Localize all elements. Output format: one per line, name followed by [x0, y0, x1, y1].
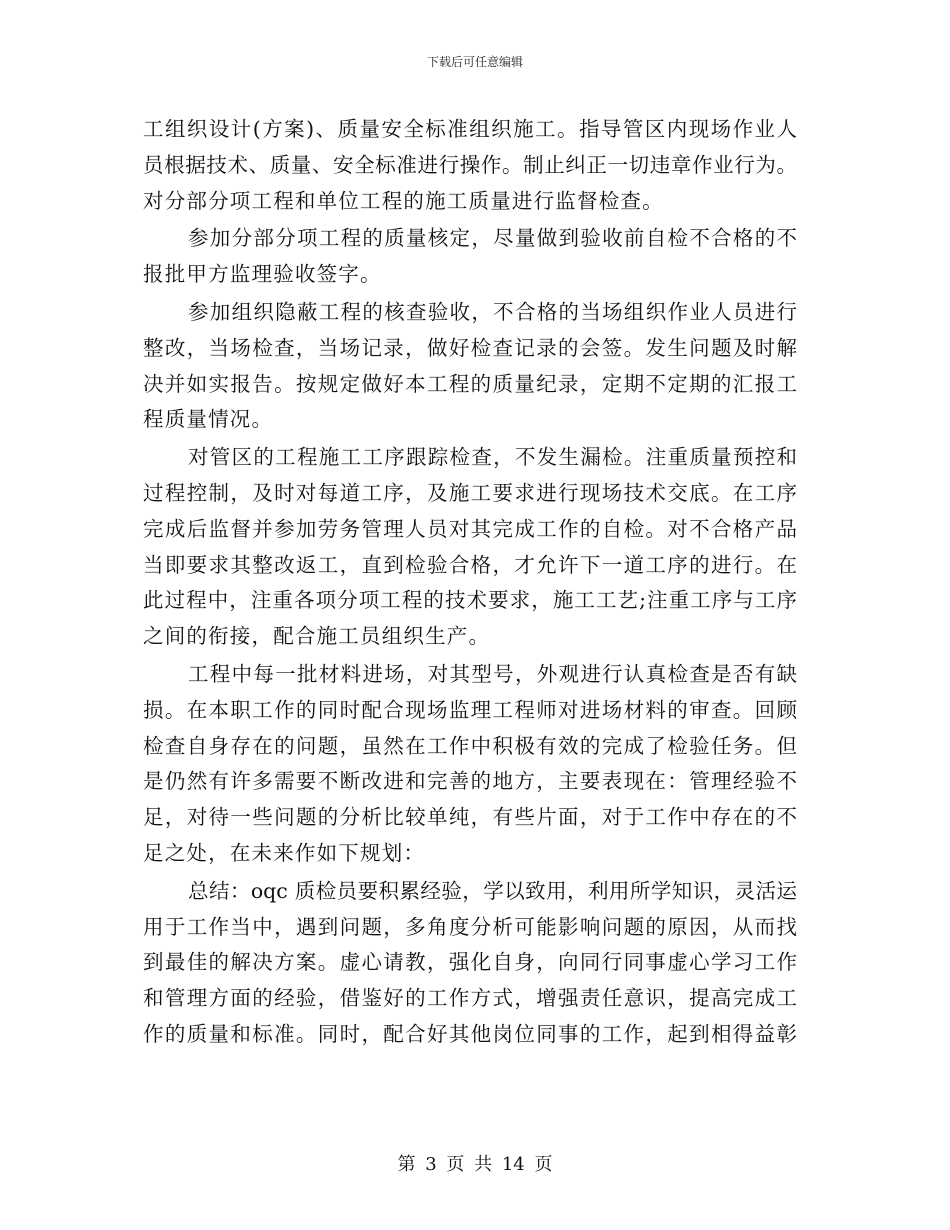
paragraph-line: 员根据技术、质量、安全标准进行操作。制止纠正一切违章作业行为。	[143, 152, 797, 177]
paragraph	[143, 112, 797, 219]
paragraph	[143, 874, 797, 1053]
paragraph-line: 足之处，在未来作如下规划：	[143, 840, 426, 865]
paragraph-line: 用于工作当中，遇到问题，多角度分析可能影响问题的原因，从而找	[143, 914, 797, 939]
paragraph-line: 当即要求其整改返工，直到检验合格，才允许下一道工序的进行。在	[143, 552, 797, 577]
paragraph-line: 是仍然有许多需要不断改进和完善的地方，主要表现在：管理经验不	[143, 769, 797, 794]
page-header-note: 下载后可任意编辑	[426, 55, 523, 69]
paragraph-line: 工程中每一批材料进场，对其型号，外观进行认真检查是否有缺	[188, 661, 797, 686]
paragraph-line: 参加分部分项工程的质量核定，尽量做到验收前自检不合格的不	[188, 226, 797, 251]
paragraph-line: 对管区的工程施工工序跟踪检查，不发生漏检。注重质量预控和	[188, 445, 797, 470]
paragraph-line: 工组织设计(方案)、质量安全标准组织施工。指导管区内现场作业人	[143, 117, 797, 141]
document-body	[143, 112, 797, 1055]
page-number: 第 3 页 共 14 页	[397, 1154, 553, 1175]
paragraph-line: 检查自身存在的问题，虽然在工作中积极有效的完成了检验任务。但	[143, 733, 797, 758]
paragraph-line: 和管理方面的经验，借鉴好的工作方式，增强责任意识，提高完成工	[143, 986, 797, 1011]
paragraph	[143, 657, 797, 872]
paragraph-line: 作的质量和标准。同时，配合好其他岗位同事的工作，起到相得益彰	[143, 1021, 797, 1046]
paragraph-line: 足，对待一些问题的分析比较单纯，有些片面，对于工作中存在的不	[143, 805, 797, 830]
paragraph-line: 完成后监督并参加劳务管理人员对其完成工作的自检。对不合格产品	[143, 516, 797, 541]
paragraph-line: 决并如实报告。按规定做好本工程的质量纪录，定期不定期的汇报工	[143, 371, 797, 396]
paragraph-line: 对分部分项工程和单位工程的施工质量进行监督检查。	[143, 188, 664, 213]
paragraph-line: 程质量情况。	[143, 407, 274, 432]
paragraph	[143, 221, 797, 293]
paragraph-line: 整改，当场检查，当场记录，做好检查记录的会签。发生问题及时解	[143, 335, 797, 360]
paragraph-line: 到最佳的解决方案。虚心请教，强化自身，向同行同事虚心学习工作	[143, 950, 797, 975]
paragraph-line: 损。在本职工作的同时配合现场监理工程师对进场材料的审查。回顾	[143, 697, 797, 722]
paragraph-line: 此过程中，注重各项分项工程的技术要求，施工工艺;注重工序与工序	[143, 588, 797, 613]
paragraph-line: 总结：oqc 质检员要积累经验，学以致用，利用所学知识，灵活运	[188, 878, 797, 903]
paragraph	[143, 440, 797, 655]
paragraph-line: 过程控制，及时对每道工序，及施工要求进行现场技术交底。在工序	[143, 480, 797, 505]
paragraph-line: 之间的衔接，配合施工员组织生产。	[143, 624, 491, 649]
paragraph-line: 报批甲方监理验收签字。	[143, 262, 382, 287]
paragraph	[143, 295, 797, 438]
paragraph-line: 参加组织隐蔽工程的核查验收，不合格的当场组织作业人员进行	[188, 299, 797, 324]
